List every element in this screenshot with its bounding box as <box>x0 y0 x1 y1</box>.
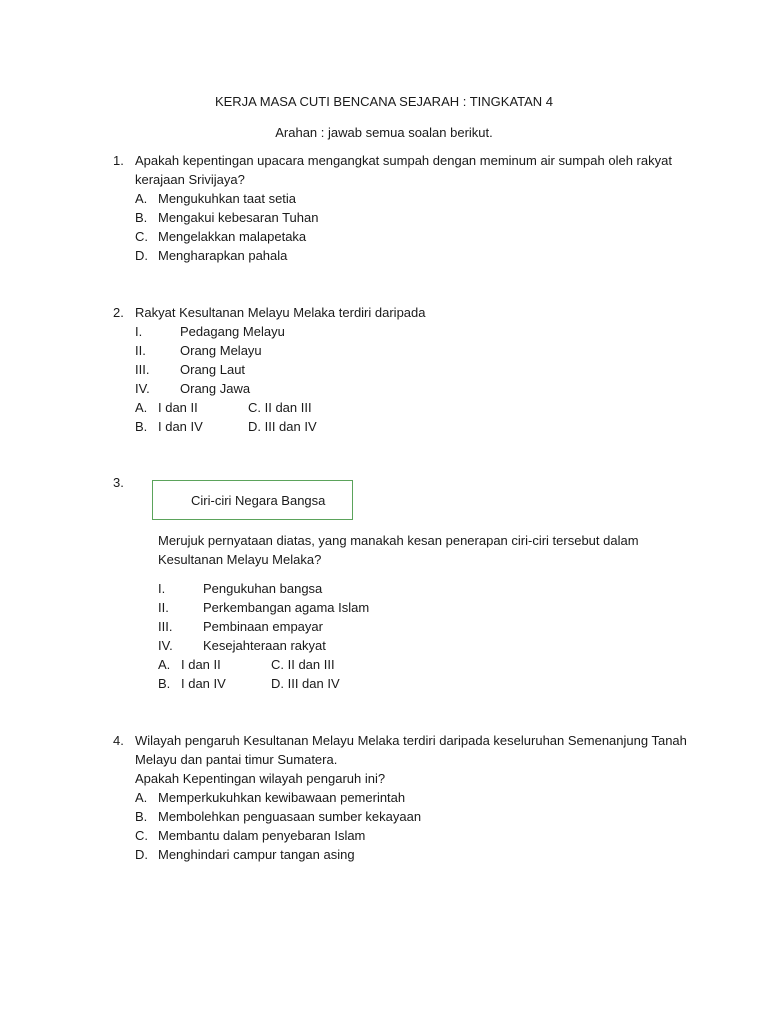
option-text: D. III dan IV <box>248 419 317 434</box>
option-text: Mengelakkan malapetaka <box>158 229 307 244</box>
statement-text: Pengukuhan bangsa <box>203 581 323 596</box>
question-text: Wilayah pengaruh Kesultanan Melayu Melaka terdiri daripada keseluruhan Semenanjung Tanah Melayu dan pantai timur Sumatera. <box>135 733 687 767</box>
option-text: I dan II <box>158 400 198 415</box>
option-d <box>135 845 733 864</box>
statement-text: Pedagang Melayu <box>180 324 285 339</box>
option-letter: A. <box>135 790 148 805</box>
option-text: Mengharapkan pahala <box>158 248 288 263</box>
roman-numeral: I. <box>135 324 143 339</box>
document-title: KERJA MASA CUTI BENCANA SEJARAH : TINGKATAN 4 <box>214 94 554 109</box>
option-text: Mengakui kebesaran Tuhan <box>158 210 319 225</box>
roman-numeral: IV. <box>158 638 173 653</box>
question-text: Apakah kepentingan upacara mengangkat sumpah dengan meminum air sumpah oleh rakyat kerajaan Srivijaya? <box>135 153 672 187</box>
question-2 <box>113 303 713 436</box>
option-text: Menghindari campur tangan asing <box>158 847 355 862</box>
option-text: C. II dan III <box>271 657 335 672</box>
option-letter: A. <box>158 657 171 672</box>
answer-row <box>158 674 718 693</box>
statement-text: Orang Melayu <box>180 343 262 358</box>
question-text: Merujuk pernyataan diatas, yang manakah kesan penerapan ciri-ciri tersebut dalam Kesultanan Melayu Melaka? <box>158 533 639 567</box>
answer-row <box>158 655 718 674</box>
question-3 <box>158 531 718 693</box>
roman-numeral: IV. <box>135 381 150 396</box>
option-d <box>135 246 713 265</box>
option-text: C. II dan III <box>248 400 312 415</box>
roman-numeral: I. <box>158 581 166 596</box>
option-b <box>135 807 733 826</box>
statement-text: Pembinaan empayar <box>203 619 323 634</box>
option-letter: C. <box>135 828 148 843</box>
option-text: Mengukuhkan taat setia <box>158 191 297 206</box>
option-c <box>135 826 733 845</box>
question-number: 3. <box>113 475 124 490</box>
question-prompt: Apakah Kepentingan wilayah pengaruh ini? <box>135 771 386 786</box>
answer-row <box>135 417 713 436</box>
option-text: Membantu dalam penyebaran Islam <box>158 828 366 843</box>
answer-row <box>135 398 713 417</box>
question-number: 1. <box>113 153 124 168</box>
statement-item <box>158 617 718 636</box>
question-4 <box>113 731 733 864</box>
option-text: D. III dan IV <box>271 676 340 691</box>
statement-item <box>158 579 718 598</box>
stimulus-text: Ciri-ciri Negara Bangsa <box>191 492 326 508</box>
statement-item <box>158 636 718 655</box>
option-a <box>135 189 713 208</box>
statement-item <box>158 598 718 617</box>
option-text: I dan II <box>181 657 221 672</box>
option-letter: B. <box>135 419 148 434</box>
statement-item <box>135 322 713 341</box>
option-text: I dan IV <box>181 676 226 691</box>
option-text: I dan IV <box>158 419 203 434</box>
statement-text: Kesejahteraan rakyat <box>203 638 326 653</box>
option-letter: A. <box>135 191 148 206</box>
roman-numeral: III. <box>135 362 150 377</box>
roman-numeral: II. <box>158 600 169 615</box>
option-letter: B. <box>135 809 148 824</box>
option-b <box>135 208 713 227</box>
question-text: Rakyat Kesultanan Melayu Melaka terdiri daripada <box>135 305 426 320</box>
option-text: Memperkukuhkan kewibawaan pemerintah <box>158 790 406 805</box>
statement-text: Orang Jawa <box>180 381 251 396</box>
roman-numeral: II. <box>135 343 146 358</box>
option-a <box>135 788 733 807</box>
statement-text: Orang Laut <box>180 362 246 377</box>
instruction-text: Arahan : jawab semua soalan berikut. <box>275 125 493 140</box>
option-letter: D. <box>135 248 148 263</box>
statement-item <box>135 379 713 398</box>
statement-text: Perkembangan agama Islam <box>203 600 370 615</box>
stimulus-box <box>152 480 353 520</box>
option-c <box>135 227 713 246</box>
option-letter: C. <box>135 229 148 244</box>
question-number: 4. <box>113 733 124 748</box>
question-number: 2. <box>113 305 124 320</box>
option-letter: D. <box>135 847 148 862</box>
option-letter: B. <box>158 676 171 691</box>
option-text: Membolehkan penguasaan sumber kekayaan <box>158 809 422 824</box>
statement-item <box>135 341 713 360</box>
statement-item <box>135 360 713 379</box>
option-letter: B. <box>135 210 148 225</box>
option-letter: A. <box>135 400 148 415</box>
question-1 <box>113 151 713 265</box>
roman-numeral: III. <box>158 619 173 634</box>
